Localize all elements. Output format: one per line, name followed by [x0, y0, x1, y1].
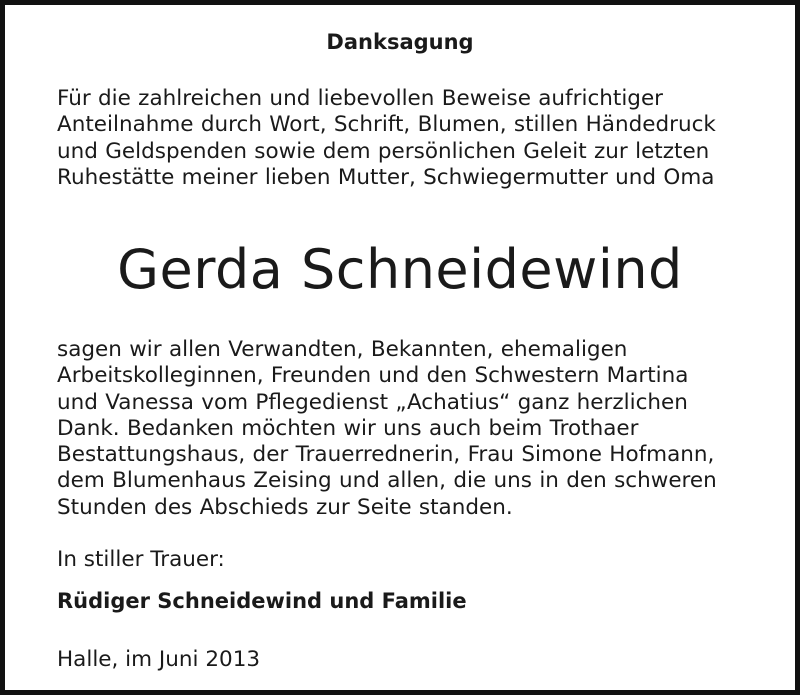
- thanks-line: sagen wir allen Verwandten, Bekannten, ehemaligen: [57, 337, 628, 362]
- thanks-line: und Vanessa vom Pflegedienst „Achatius“ ganz herzlichen: [57, 389, 688, 415]
- signature: Rüdiger Schneidewind und Familie: [57, 589, 467, 613]
- thanks-line: Dank. Bedanken möchten wir uns auch beim Trothaer: [57, 415, 639, 441]
- thanks-line: dem Blumenhaus Zeising und allen, die uns in den schweren: [57, 468, 717, 494]
- intro-line: Ruhestätte meiner lieben Mutter, Schwiegermutter und Oma: [57, 164, 715, 190]
- intro-paragraph: [57, 86, 743, 191]
- intro-line: Anteilnahme durch Wort, Schrift, Blumen, stillen Händedruck: [57, 112, 716, 138]
- thanks-line: Stunden des Abschieds zur Seite standen.: [57, 494, 513, 520]
- intro-line: Für die zahlreichen und liebevollen Beweise aufrichtiger: [57, 86, 664, 111]
- place-date: Halle, im Juni 2013: [57, 647, 261, 672]
- thanks-line: Bestattungshaus, der Trauerrednerin, Frau Simone Hofmann,: [57, 442, 715, 468]
- notice-heading: Danksagung: [326, 30, 474, 54]
- thanks-line: Arbeitskolleginnen, Freunden und den Schwestern Martina: [57, 363, 689, 389]
- deceased-name: Gerda Schneidewind: [117, 238, 683, 301]
- thanks-paragraph: [57, 337, 743, 521]
- intro-line: und Geldspenden sowie dem persönlichen Geleit zur letzten: [57, 138, 710, 164]
- mourning-phrase: In stiller Trauer:: [57, 547, 225, 572]
